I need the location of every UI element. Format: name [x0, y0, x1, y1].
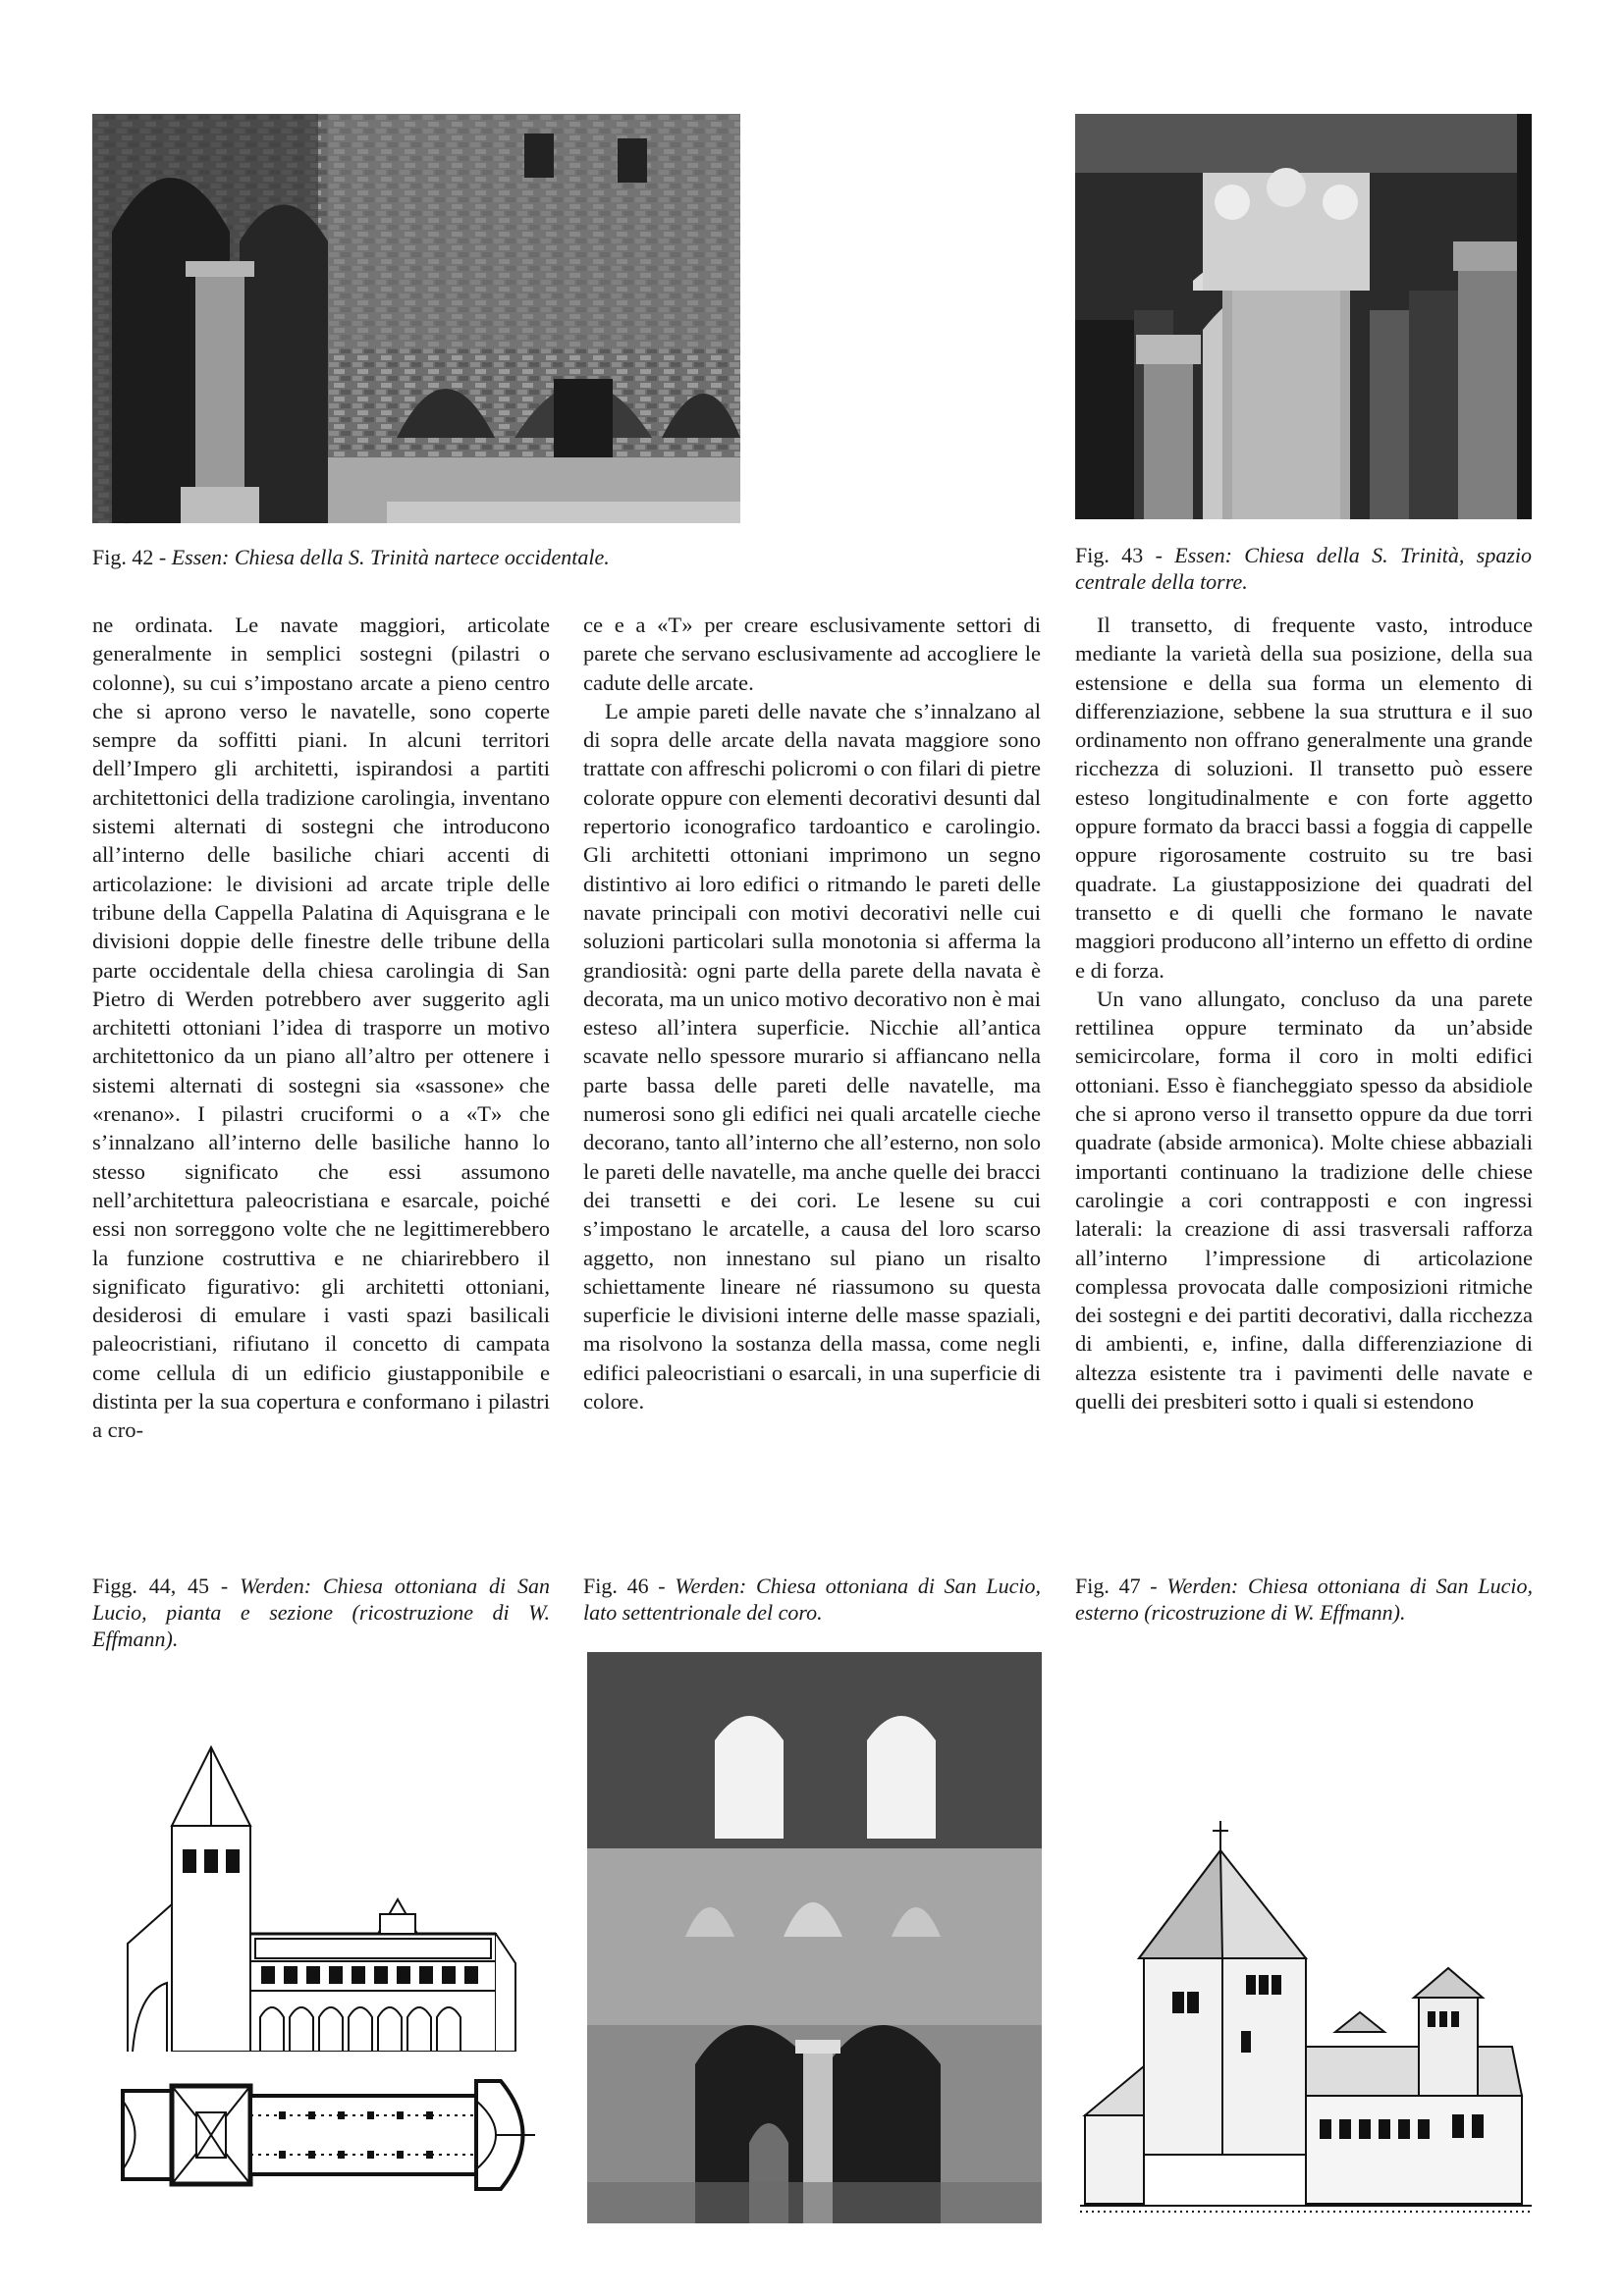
fig47-caption — [1075, 1573, 1533, 1626]
fig46-caption-label: Fig. 46 - — [583, 1574, 666, 1598]
fig44-45-caption-text: Werden: Chiesa ottoniana di San Lucio, pianta e sezione (ricostruzione di W. Effmann). — [92, 1574, 550, 1651]
fig46-caption — [583, 1573, 1041, 1626]
fig42-photo — [92, 114, 740, 523]
fig47-exterior-drawing — [1080, 1821, 1532, 2223]
fig42-caption-text: Essen: Chiesa della S. Trinità nartece occidentale. — [171, 545, 610, 569]
paragraph: ne ordinata. Le navate maggiori, articolate generalmente in semplici sostegni (pilastri o colonne), su cui s’impostano arcate a pieno centro che si aprono verso le navatelle, sono coperte sempre da soffitti piani. In alcuni territori dell’Impero gli architetti, ispirandosi a partiti architettonici della tradizione carolingia, inventano sistemi alternati di sostegni che introducono all’interno delle basiliche chiari accenti di articolazione: le divisioni ad arcate triple delle tribune della Cappella Palatina di Aquisgrana e le divisioni doppie delle finestre delle tribune della parte occidentale della chiesa carolingia di San Pietro di Werden potrebbero aver suggerito agli architetti ottoniani l’idea di trasporre un motivo architettonico da un piano all’altro per ottenere i sistemi alternati di sostegni sia «sassone» che «renano». I pilastri cruciformi o a «T» che s’innalzano all’interno delle basiliche hanno lo stesso significato che essi assumono nell’architettura paleocristiana e esarcale, poiché essi non sorreggono volte che ne legittimerebbero la funzione costruttiva e ne chiarirebbero il significato figurativo: gli architetti ottoniani, desiderosi di emulare i vasti spazi basilicali paleocristiani, rifiutano il concetto di campata come cellula di un edificio giustapponibile e distinta per la sua copertura e conformano i pilastri a cro- — [92, 613, 550, 1443]
fig45-plan-drawing — [113, 2061, 545, 2209]
paragraph: Un vano allungato, concluso da una parete rettilinea oppure terminato da un’abside semicircolare, forma il coro in molti edifici ottoniani. Esso è fiancheggiato spesso da absidiole che si aprono verso il transetto oppure da due torri quadrate (abside armonica). Molte chiese abbaziali importanti continuano la tradizione delle chiese carolingie a cori contrapposti e con ingressi laterali: la creazione di assi trasversali rafforza all’interno l’impressione di articolazione complessa provocata dalle composizioni ritmiche dei sostegni e dei partiti decorativi, dalla ricchezza di ambienti, e, infine, dalla differenziazione di altezza esistente tra i pavimenti delle navate e quelli dei presbiteri sotto i quali si estendono — [1075, 986, 1533, 1415]
fig42-caption-label: Fig. 42 - — [92, 545, 167, 569]
fig47-caption-label: Fig. 47 - — [1075, 1574, 1158, 1598]
paragraph: Il transetto, di frequente vasto, introduce mediante la varietà della sua posizione, della sua estensione e della sua forma un elemento di differenziazione, sebbene la sua struttura e il suo ordinamento non offrano generalmente una grande ricchezza di soluzioni. Il transetto può essere esteso longitudinalmente e con forte aggetto oppure formato da bracci bassi a foggia di cappelle oppure rigorosamente costruito su tre basi quadrate. La giustapposizione dei quadrati del transetto e di quelli che formano le navate maggiori producono all’interno un effetto di ordine e di forza. — [1075, 613, 1533, 983]
paragraph: ce e a «T» per creare esclusivamente settori di parete che servano esclusivamente ad accogliere le cadute delle arcate. — [583, 613, 1041, 695]
paragraph: Le ampie pareti delle navate che s’innalzano al di sopra delle arcate della navata maggiore sono trattate con affreschi policromi o con filari di pietre colorate oppure con elementi decorativi desunti dal repertorio iconografico tardoantico e carolingio. Gli architetti ottoniani imprimono un segno distintivo ai loro edifici o ritmando le pareti delle navate principali con motivi decorativi nelle cui soluzioni particolari sulla monotonia si afferma la grandiosità: ogni parte della parete della navata è decorata, ma un unico motivo decorativo non è mai esteso all’intera superficie. Nicchie all’antica scavate nello spessore murario si affiancano nella parte bassa delle pareti delle navatelle, ma numerosi sono gli edifici nei quali arcatelle cieche decorano, tanto all’interno che all’esterno, non solo le pareti delle navatelle, ma anche quelle dei bracci dei transetti e dei cori. Le lesene su cui s’impostano le arcatelle, a causa del loro scarso aggetto, non innestano sul piano un risalto schiettamente lineare né riassumono su questa superficie le divisioni interne delle masse spaziali, ma risolvono la sostanza della massa, come negli edifici paleocristiani o esarcali, in una superficie di colore. — [583, 698, 1041, 1415]
text-column-middle — [583, 611, 1041, 1415]
fig43-caption — [1075, 542, 1532, 595]
fig44-section-drawing — [113, 1737, 535, 2052]
fig44-45-caption — [92, 1573, 550, 1652]
fig46-caption-text: Werden: Chiesa ottoniana di San Lucio, lato settentrionale del coro. — [583, 1574, 1041, 1625]
fig47-caption-text: Werden: Chiesa ottoniana di San Lucio, esterno (ricostruzione di W. Effmann). — [1075, 1574, 1533, 1625]
text-column-right — [1075, 611, 1533, 1415]
fig43-photo — [1075, 114, 1532, 519]
fig44-45-caption-label: Figg. 44, 45 - — [92, 1574, 229, 1598]
fig46-photo — [587, 1652, 1042, 2223]
fig43-caption-label: Fig. 43 - — [1075, 543, 1163, 567]
fig43-caption-text: Essen: Chiesa della S. Trinità, spazio centrale della torre. — [1075, 543, 1532, 594]
text-column-left — [92, 611, 550, 1445]
fig42-caption — [92, 544, 740, 570]
